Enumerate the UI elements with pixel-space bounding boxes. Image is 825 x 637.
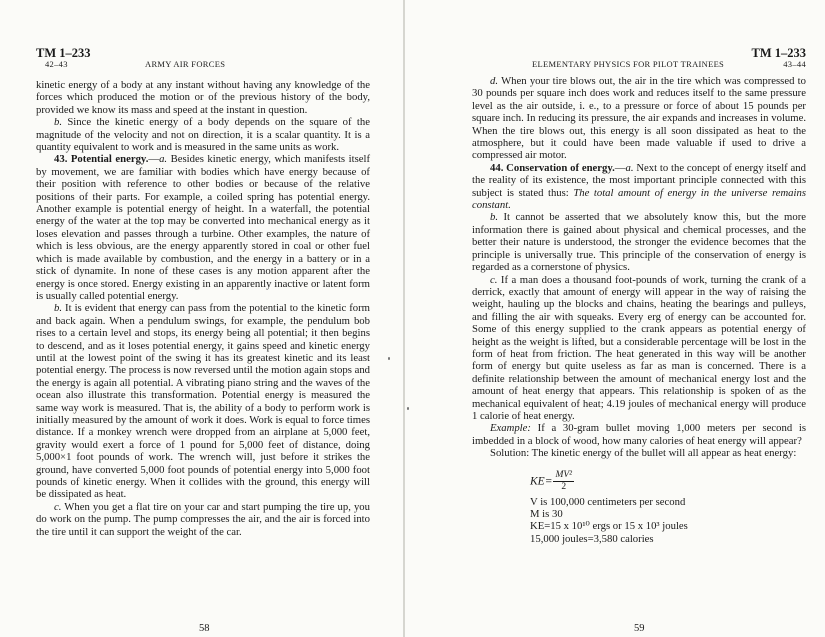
left-page <box>0 0 404 637</box>
formula-lhs: KE= <box>530 474 553 487</box>
right-running-head: ELEMENTARY PHYSICS FOR PILOT TRAINEES <box>532 59 725 69</box>
example-paragraph: Example: If a 30-gram bullet moving 1,000 meters per second is imbedded in a block of wood, how many calories of heat energy will appear? <box>472 422 806 447</box>
right-page-number: 59 <box>634 623 645 634</box>
right-body-text <box>472 75 806 545</box>
kinetic-energy-formula <box>530 470 806 493</box>
scan-speck <box>407 407 409 410</box>
left-running-head: ARMY AIR FORCES <box>145 59 226 69</box>
section-heading: 43. Potential energy. <box>54 153 149 166</box>
solution-mass: M is 30 <box>530 508 563 520</box>
section-44-a: 44. Conservation of energy.—a. Next to the concept of energy itself and the reality of its existence, the most important principle connected with this subject is stated thus: The total amount of energy in the universe remains constant. <box>472 161 806 212</box>
section-43-a: 43. Potential energy.—a. Besides kinetic energy, which manifests itself by movement, we are familiar with bodies which have energy because of their position with reference to other bodies or because of the relative positions of their parts. For example, a coiled spring has potential energy. Another example is potential energy of height. In a waterfall, the potential energy of the water at the top may be converted into mechanical energy as it loses elevation and passes through a turbine. Other examples, the nature of which is less obvious, are the energy apparently stored in coal or other fuel which is made available by combustion, and the energy in a battery or in a stick of dynamite. In none of these cases is any motion apparent after the energy is once stored. Energy existing in an apparently inactive or latent form is usually called potential energy. <box>36 153 371 302</box>
section-43-c: c. When you get a flat tire on your car and start pumping the tire up, you do work on the pump. The pump compresses the air, and the air is forced into the tire until it can support the weight of the car. <box>36 500 370 538</box>
solution-kinetic-energy: KE=15 x 10¹⁰ ergs or 15 x 10³ joules <box>530 520 688 533</box>
section-heading: 44. Conservation of energy. <box>490 161 615 174</box>
scan-speck <box>388 357 390 360</box>
formula-numerator: MV² <box>555 469 573 480</box>
left-body-text <box>36 79 370 538</box>
paragraph-d: d. When your tire blows out, the air in the tire which was compressed to 30 pounds per square inch does work and reduces itself to the same pressure level as the air outside, i. e., to a pressure or force of about 15 pounds per square inch. In reducing its pressure, the air expands and increases in volume. When the tire blows out, this energy is all soon dissipated as heat to the atmosphere, but it could have been made valuable if used to drive a compressed air motor. <box>472 75 806 162</box>
formula-fraction <box>553 470 574 493</box>
section-43-b: b. It is evident that energy can pass from the potential to the kinetic form and back again. When a pendulum swings, for example, the pendulum bob rises to a certain level and stops, its energy being all potential; it then begins to descend, and as it loses potential energy, it gains speed and kinetic energy until at the lowest point of the swing it has its greatest kinetic and its least potential energy. The process is now reversed until the motion again stops and the energy is again all potential. A vibrating piano string and the waves of the ocean also illustrate this transformation. Potential energy is measured the same way work is measured. That is, the ability of a body to perform work is initially measured by the amount of work it does. Work is equal to force times distance. If a monkey wrench were dropped from an airplane at 5,000 feet, gravity would exert a force of 1 pound for 5,000 feet of distance, doing 5,000×1 foot pounds of work. The wrench will, just before it strikes the ground, have converted 5,000 foot pounds of potential energy into 5,000 foot pounds of kinetic energy. When it collides with the ground, this energy will be dissipated as heat. <box>36 302 371 501</box>
paragraph-continued: kinetic energy of a body at any instant without having any knowledge of the forces which produced the motion or of the previous history of the body, provided we know its mass and speed at the instant in question. <box>36 79 370 116</box>
solution-paragraph: Solution: The kinetic energy of the bullet will all appear as heat energy: <box>490 447 797 460</box>
right-tm-number: TM 1–233 <box>751 46 806 60</box>
right-page <box>404 0 825 637</box>
paragraph-b: b. Since the kinetic energy of a body depends on the square of the magnitude of the velocity and not on direction, it is a scalar quantity. It is a quantity equivalent to work and is measured in the same units as work. <box>36 116 370 154</box>
left-section-range: 42–43 <box>45 59 68 69</box>
section-44-b: b. It cannot be asserted that we absolutely know this, but the more information there is gained about physical and chemical processes, and the better their nature is understood, the stronger the evidence becomes that the principle is universally true. This principle of the conservation of energy is regarded as a cornerstone of physics. <box>472 211 806 274</box>
section-44-c: c. If a man does a thousand foot-pounds of work, turning the crank of a derrick, exactly that amount of energy will appear in the way of raising the weight, hauling up the blocks and chains, heating the bearings and pulleys, and filling the air with squeaks. Every erg of energy can be accounted for. Some of this energy supplied to the crank appears as potential energy of height as the weight is lifted, but a considerable percentage will be lost in the form of heat from friction. The heat generated in this way will be another form of energy but quite useless as far as man is concerned. There is a definite relationship between the amount of mechanical energy lost and the amount of heat energy that appears. This relationship is spoken of as the mechanical equivalent of heat; 4.19 joules of mechanical energy will produce 1 calorie of heat energy. <box>472 273 806 422</box>
left-page-number: 58 <box>199 623 210 634</box>
right-section-range: 43–44 <box>783 59 806 69</box>
solution-calories: 15,000 joules=3,580 calories <box>530 532 654 545</box>
left-tm-number: TM 1–233 <box>36 46 91 60</box>
formula-denominator: 2 <box>561 481 567 492</box>
principle-statement: The total amount of energy in the universe remains constant. <box>472 186 806 212</box>
solution-velocity: V is 100,000 centimeters per second <box>530 495 686 508</box>
